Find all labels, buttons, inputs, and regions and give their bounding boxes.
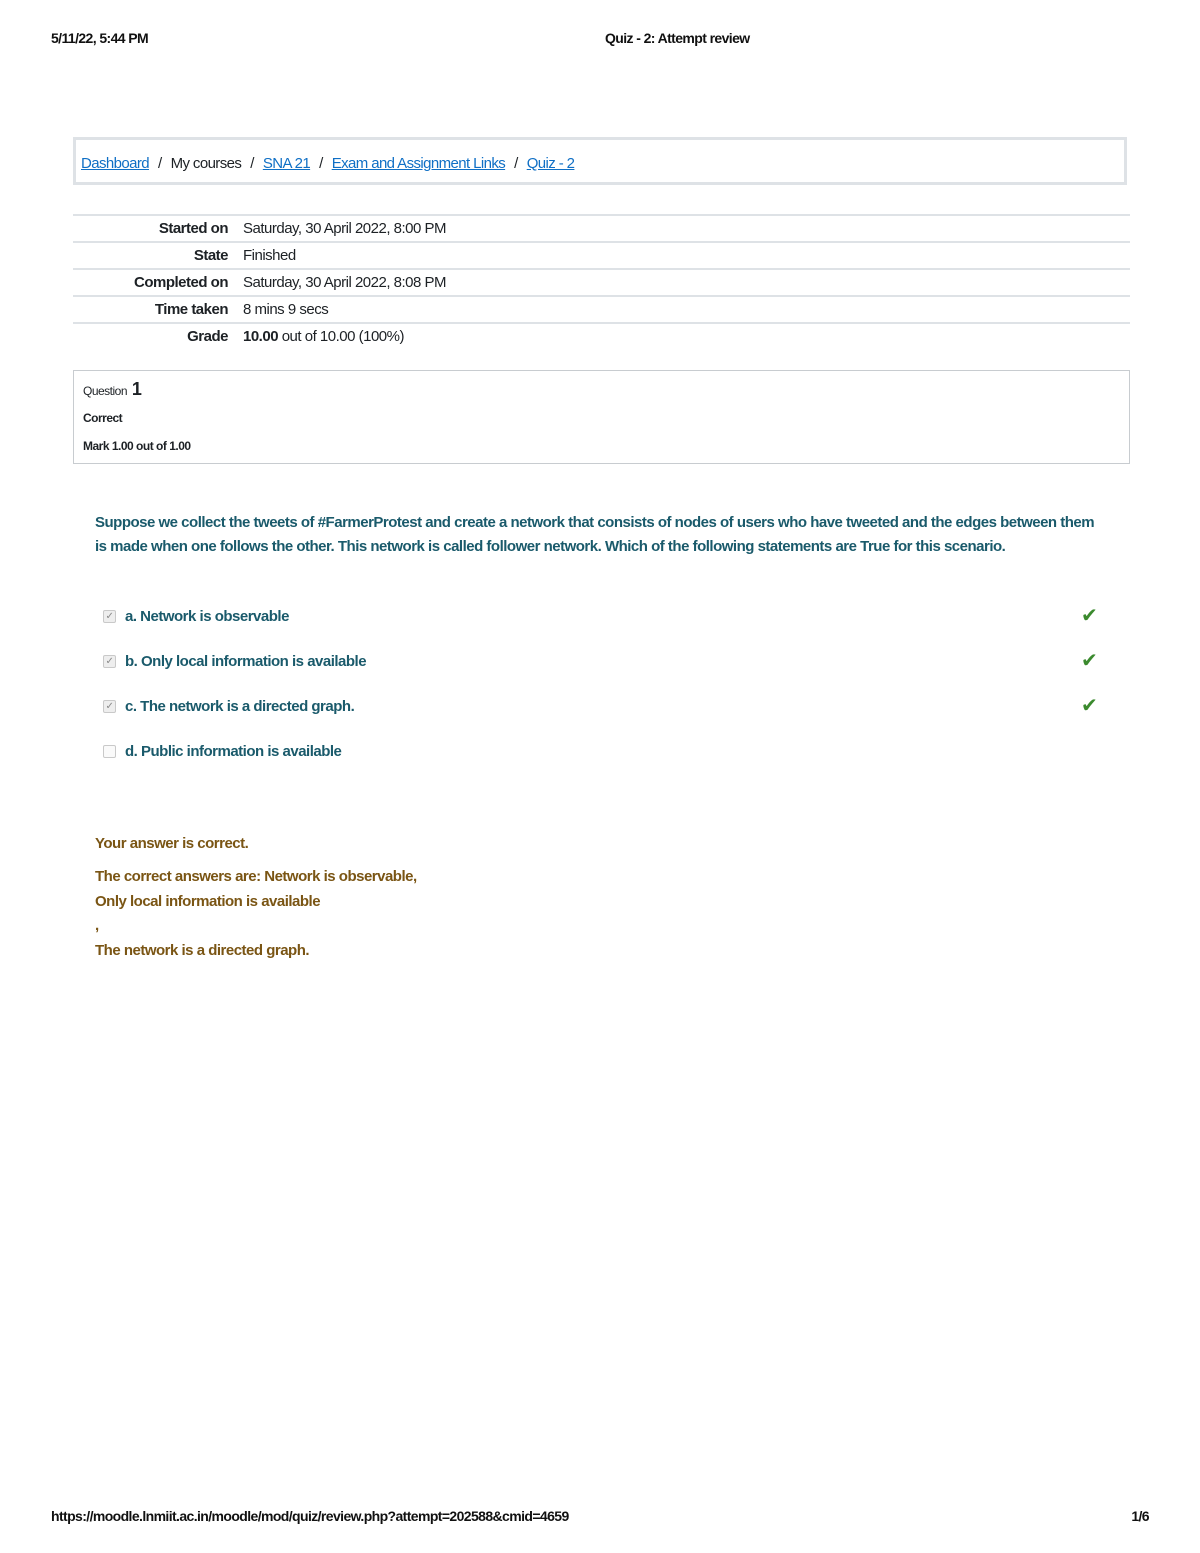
correct-answers-line: , [95,917,99,934]
summary-value: Saturday, 30 April 2022, 8:08 PM [243,274,447,291]
general-feedback: Your answer is correct. [95,835,249,852]
answer-checkbox[interactable]: ✓ [103,610,116,623]
breadcrumb-quiz-link[interactable]: Quiz - 2 [526,155,575,172]
answer-label: a. Network is observable [125,608,289,625]
answer-label: d. Public information is available [125,743,342,760]
print-page-number: 1/6 [1131,1508,1149,1524]
answer-checkbox[interactable]: ✓ [103,700,116,713]
summary-label: Completed on [134,274,228,291]
question-info-box [73,370,1130,464]
print-page-title: Quiz - 2: Attempt review [605,30,750,46]
summary-row-time-taken [73,297,1130,324]
answer-option-d [103,740,1103,785]
breadcrumb-separator: / [250,155,254,172]
summary-value: Saturday, 30 April 2022, 8:00 PM [243,220,447,237]
correct-check-icon: ✔ [1081,650,1098,672]
summary-value: 8 mins 9 secs [243,301,329,318]
question-number-value: 1 [131,379,142,399]
print-url: https://moodle.lnmiit.ac.in/moodle/mod/quiz/review.php?attempt=202588&cmid=4659 [51,1508,569,1524]
summary-label: State [193,247,228,264]
summary-label: Time taken [154,301,228,318]
breadcrumb-my-courses: My courses [170,155,242,172]
question-grade: Mark 1.00 out of 1.00 [83,439,191,453]
answer-option-c [103,695,1103,740]
breadcrumb [81,155,574,172]
summary-value [243,328,404,345]
answer-label: b. Only local information is available [125,653,367,670]
question-label: Question [83,384,128,398]
breadcrumb-dashboard-link[interactable]: Dashboard [81,155,149,172]
summary-value: Finished [243,247,296,264]
question-text: Suppose we collect the tweets of #FarmerProtest and create a network that consists of nodes of users who have tweeted and the edges between them is made when one follows the other. This network is called follower network. Which of the following statements are True for this scenario. [95,514,1095,555]
summary-row-state [73,243,1130,270]
breadcrumb-container [73,137,1127,185]
answer-checkbox[interactable]: ✓ [103,655,116,668]
grade-score: 10.00 [243,328,279,345]
summary-row-started [73,216,1130,243]
print-date: 5/11/22, 5:44 PM [51,30,149,46]
answer-checkbox[interactable] [103,745,116,758]
correct-answers-line: The network is a directed graph. [95,941,310,959]
answer-list [103,605,1103,785]
attempt-summary-table [73,214,1130,349]
answer-option-a [103,605,1103,650]
answer-option-b [103,650,1103,695]
breadcrumb-separator: / [514,155,518,172]
correct-answers-line: The correct answers are: Network is observable, [95,868,417,885]
question-state: Correct [83,411,123,425]
summary-label: Started on [158,220,228,237]
question-feedback [95,835,895,963]
summary-row-grade [73,324,1130,349]
summary-label: Grade [187,328,228,345]
correct-check-icon: ✔ [1081,695,1098,717]
summary-row-completed [73,270,1130,297]
correct-answers-line: Only local information is available [95,892,321,910]
breadcrumb-section-link[interactable]: Exam and Assignment Links [331,155,506,172]
answer-label: c. The network is a directed graph. [125,698,355,715]
correct-answers-feedback [95,865,895,963]
breadcrumb-separator: / [157,155,162,172]
grade-outof: out of 10.00 (100%) [278,328,404,345]
correct-check-icon: ✔ [1081,605,1098,627]
breadcrumb-course-link[interactable]: SNA 21 [262,155,311,172]
question-number [83,379,141,400]
breadcrumb-separator: / [319,155,323,172]
